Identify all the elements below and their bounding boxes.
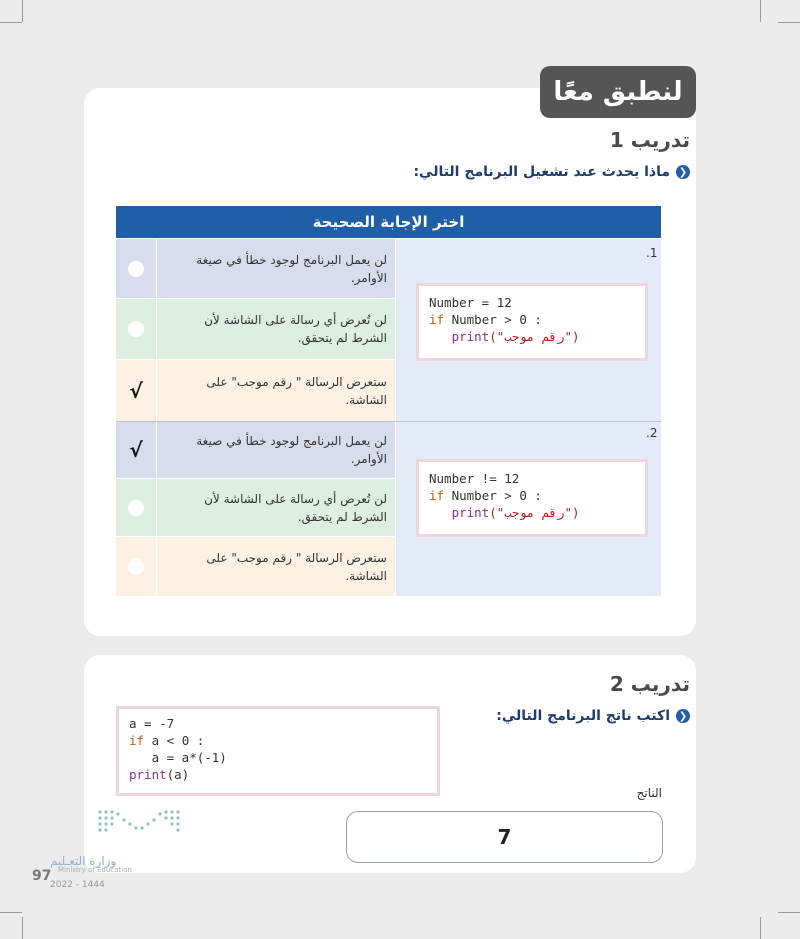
exercise1-title: تدريب 1 — [609, 128, 690, 152]
page-number: 97 — [32, 868, 52, 884]
crop-mark — [760, 917, 761, 939]
crop-mark — [778, 912, 800, 913]
code-line: a = a*(-1) — [129, 750, 227, 765]
answer-mark[interactable] — [116, 479, 156, 536]
answer-mark[interactable] — [116, 299, 156, 359]
radio-circle[interactable] — [128, 500, 144, 516]
answer-mark[interactable] — [116, 537, 156, 596]
code-line: Number > 0 : — [444, 488, 542, 503]
edition-year: 2022 - 1444 — [50, 880, 105, 890]
code-keyword: if — [429, 488, 445, 503]
code-keyword: if — [429, 312, 445, 327]
code-line: Number != 12 — [429, 471, 520, 486]
radio-circle[interactable] — [128, 261, 144, 277]
code-function: print — [451, 505, 490, 520]
table-header: اختر الإجابة الصحيحة — [116, 206, 661, 238]
bullet-icon: ❮ — [676, 165, 690, 179]
ministry-logo-icon — [96, 808, 186, 836]
code-string: ("رقم موجب") — [489, 505, 580, 520]
code-line: a < 0 : — [144, 733, 205, 748]
crop-mark — [0, 22, 22, 23]
bullet-icon: ❮ — [676, 709, 690, 723]
item-number: .1 — [646, 246, 658, 260]
output-label: الناتج — [636, 786, 662, 800]
code-block — [116, 706, 440, 796]
question-text: ماذا يحدث عند تشغيل البرنامج التالي: — [413, 164, 670, 180]
crop-mark — [778, 22, 800, 23]
exercise2-title: تدريب 2 — [609, 672, 690, 696]
option-row: لن يعمل البرنامج لوجود خطأ في صيغة الأوامر. — [157, 239, 395, 298]
option-row: لن تُعرض أي رسالة على الشاشة لأن الشرط لم يتحقق. — [157, 479, 395, 536]
exercise1-question — [413, 164, 690, 180]
radio-circle[interactable] — [128, 559, 144, 575]
code-function: print — [129, 767, 167, 782]
code-string: ("رقم موجب") — [489, 329, 580, 344]
radio-circle[interactable] — [128, 321, 144, 337]
answer-mark[interactable] — [116, 360, 156, 421]
option-row: ستعرض الرسالة " رقم موجب" على الشاشة. — [157, 360, 395, 421]
option-row: ستعرض الرسالة " رقم موجب" على الشاشة. — [157, 537, 395, 596]
output-field[interactable]: 7 — [346, 811, 663, 863]
option-row: لن تُعرض أي رسالة على الشاشة لأن الشرط لم يتحقق. — [157, 299, 395, 359]
code-line: a = -7 — [129, 716, 175, 731]
option-row: لن يعمل البرنامج لوجود خطأ في صيغة الأوامر. — [157, 422, 395, 478]
ministry-name-ar: وزارة التعـليم — [50, 854, 117, 868]
code-line: Number = 12 — [429, 295, 512, 310]
code-block — [416, 283, 648, 361]
item-number: .2 — [646, 426, 658, 440]
code-line: (a) — [166, 767, 190, 782]
section-tag: لنطبق معًا — [540, 66, 696, 118]
code-keyword: if — [129, 733, 145, 748]
crop-mark — [760, 0, 761, 22]
exercise2-question — [496, 708, 690, 724]
crop-mark — [22, 0, 23, 22]
question-text: اكتب ناتج البرنامج التالي: — [496, 708, 670, 724]
crop-mark — [0, 912, 22, 913]
ministry-name-en: Ministry of Education — [58, 866, 132, 874]
code-function: print — [451, 329, 490, 344]
answer-mark[interactable] — [116, 239, 156, 298]
crop-mark — [22, 917, 23, 939]
answer-mark[interactable] — [116, 422, 156, 478]
check-icon: √ — [129, 378, 143, 403]
check-icon: √ — [129, 438, 143, 462]
code-block — [416, 459, 648, 537]
code-line: Number > 0 : — [444, 312, 542, 327]
